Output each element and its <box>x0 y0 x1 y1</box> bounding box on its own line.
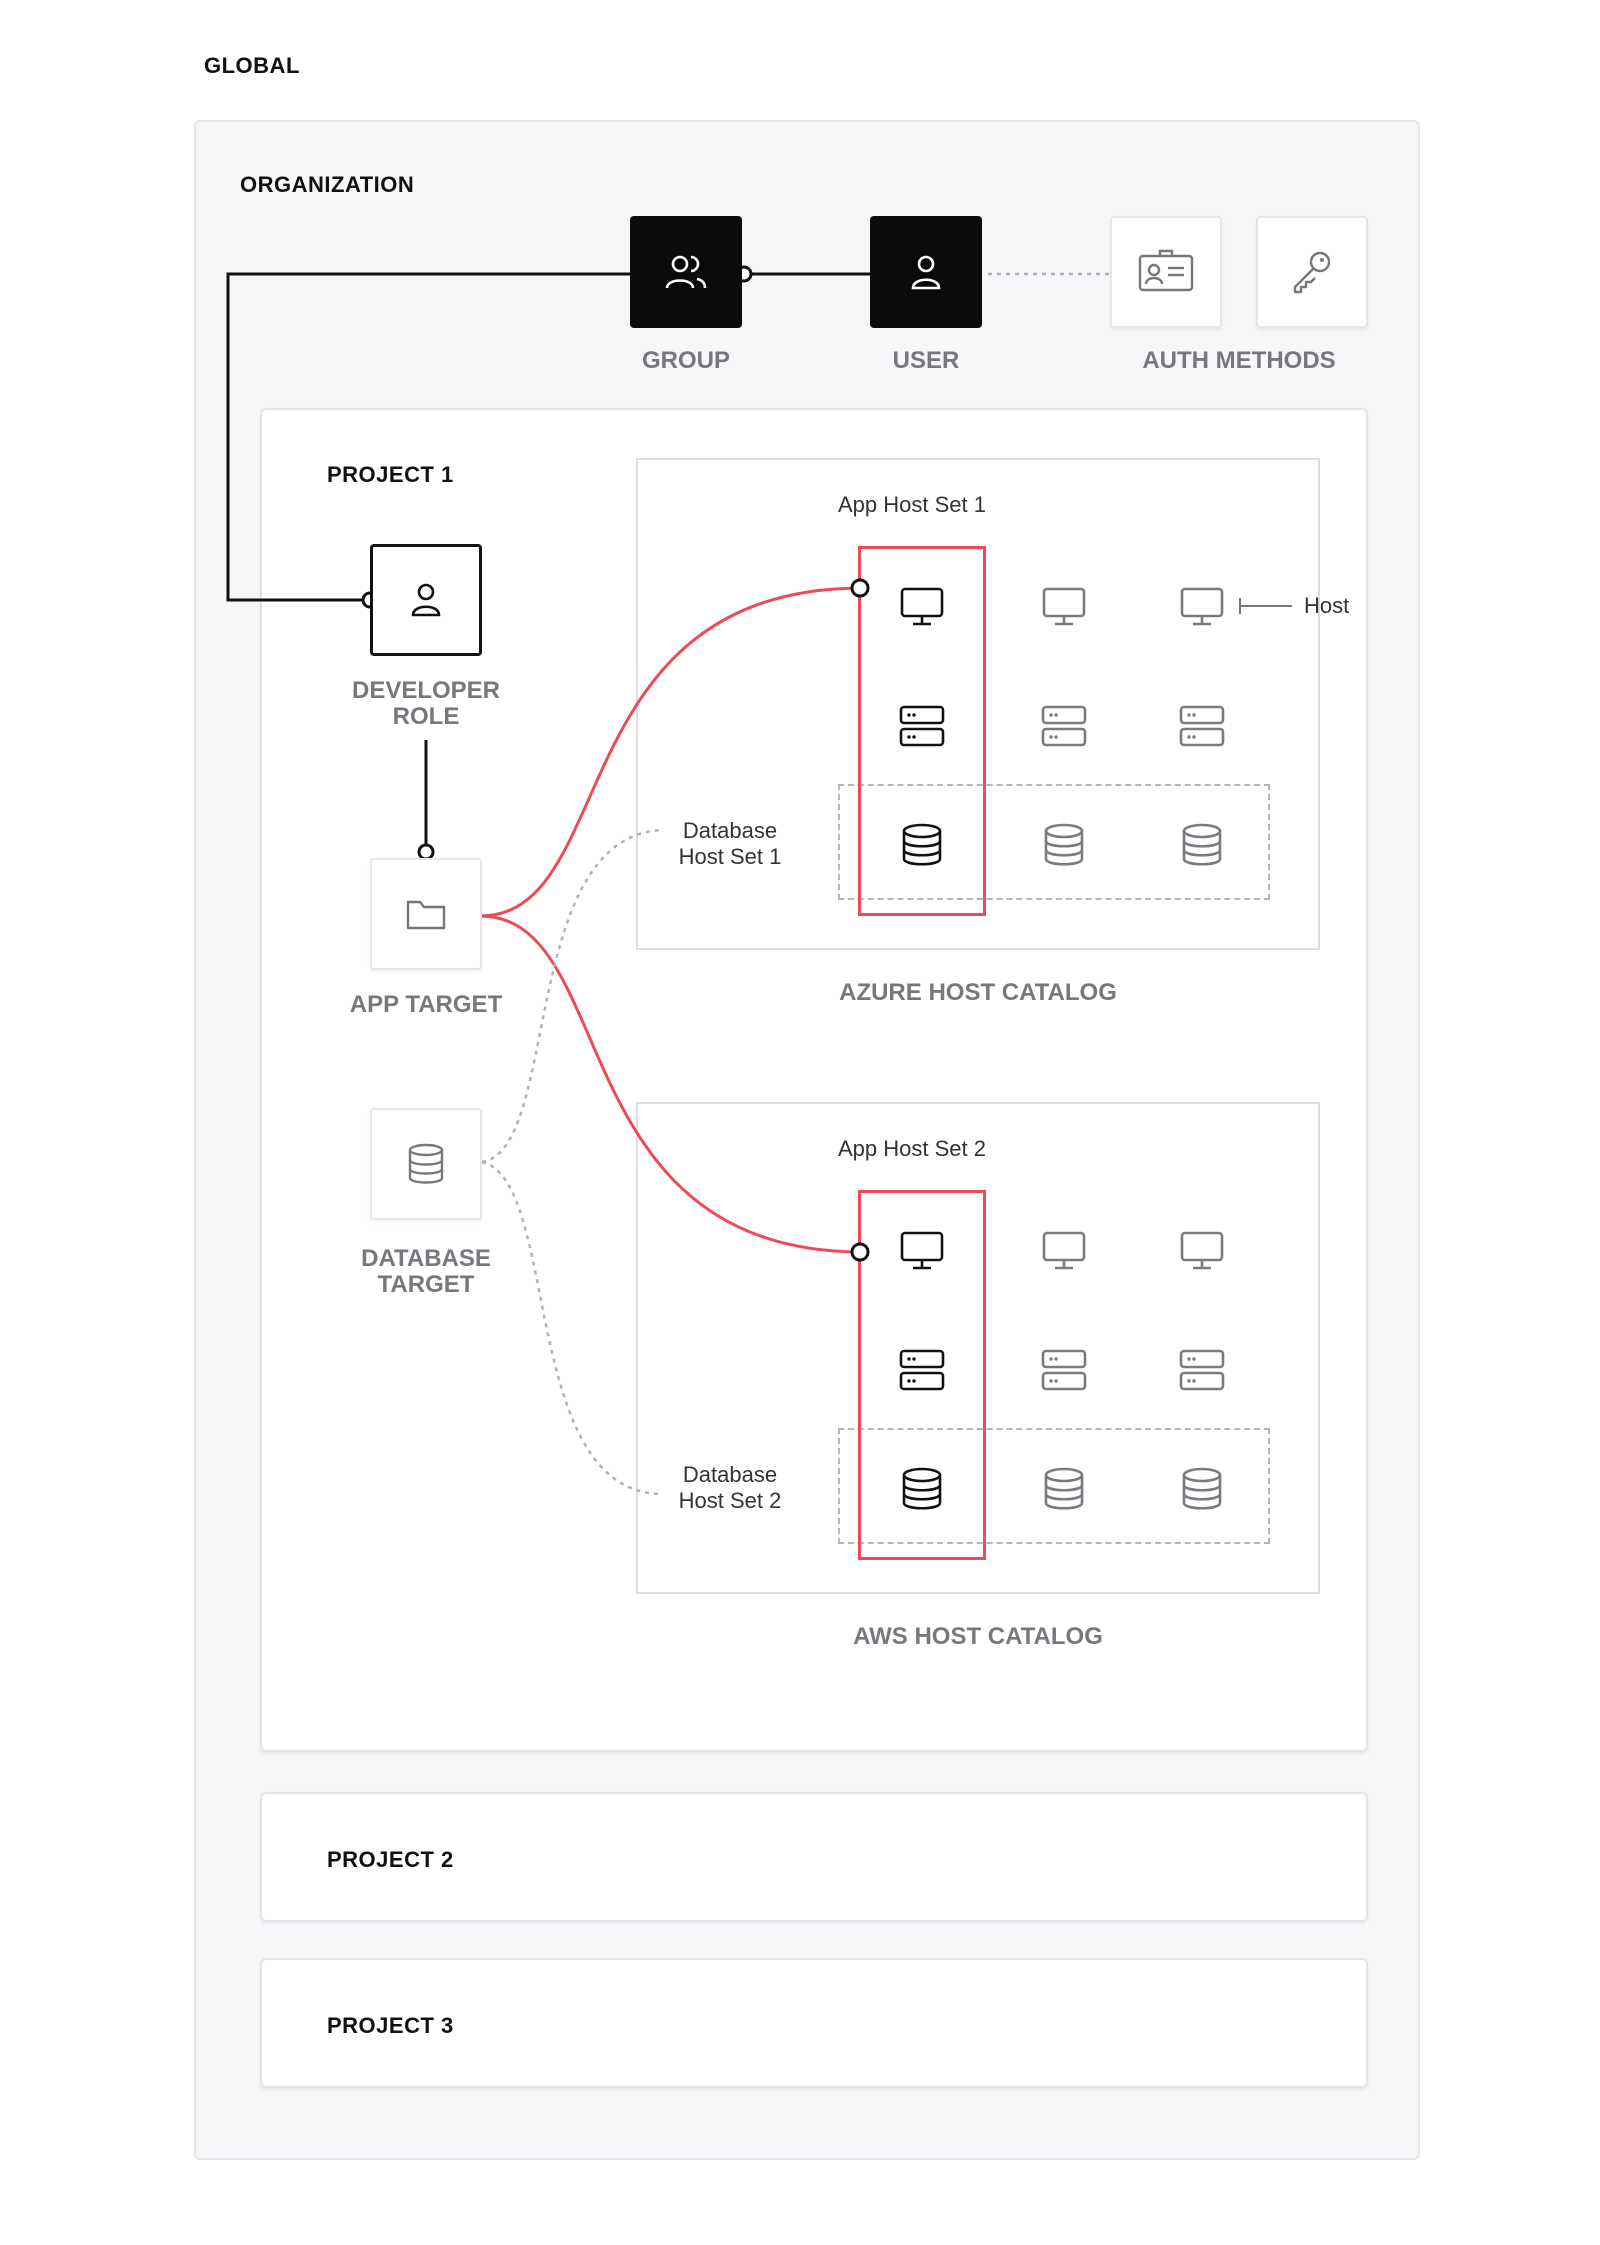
organization-title: ORGANIZATION <box>240 172 415 197</box>
azure-server-host-icon[interactable] <box>1181 707 1223 745</box>
database-target-label-line2: TARGET <box>377 1271 475 1298</box>
azure-host-catalog-label: AZURE HOST CATALOG <box>839 979 1117 1006</box>
global-title: GLOBAL <box>204 53 300 78</box>
aws-server-host-icon[interactable] <box>901 1351 943 1389</box>
database-target-label-line1: DATABASE <box>361 1245 491 1272</box>
azure-monitor-host-icon[interactable] <box>1182 589 1222 624</box>
aws-database-host-icon[interactable] <box>1184 1469 1220 1508</box>
aws-monitor-host-icon[interactable] <box>1182 1233 1222 1268</box>
group-label: GROUP <box>641 347 730 374</box>
azure-monitor-host-icon[interactable] <box>1044 589 1084 624</box>
developer-role-label-line1: DEVELOPER <box>351 677 501 704</box>
project-3-title: PROJECT 3 <box>327 2013 454 2038</box>
aws-server-host-icon[interactable] <box>1181 1351 1223 1389</box>
database-host-set-2-label-line1: Database <box>682 1462 778 1487</box>
app-target-label: APP TARGET <box>349 991 503 1018</box>
host-label: Host <box>1304 593 1350 618</box>
project-1-title: PROJECT 1 <box>327 462 454 487</box>
azure-database-host-icon[interactable] <box>1046 825 1082 864</box>
aws-monitor-host-icon[interactable] <box>1044 1233 1084 1268</box>
app-host-set-1-label: App Host Set 1 <box>838 492 986 517</box>
aws-monitor-host-icon[interactable] <box>902 1233 942 1268</box>
database-host-set-1-label-line1: Database <box>682 818 778 843</box>
azure-monitor-host-icon[interactable] <box>902 589 942 624</box>
aws-database-host-icon[interactable] <box>904 1469 940 1508</box>
azure-database-host-icon[interactable] <box>1184 825 1220 864</box>
azure-server-host-icon[interactable] <box>901 707 943 745</box>
aws-server-host-icon[interactable] <box>1043 1351 1085 1389</box>
azure-server-host-icon[interactable] <box>1043 707 1085 745</box>
database-host-set-2-label-line2: Host Set 2 <box>678 1488 782 1513</box>
aws-host-catalog-label: AWS HOST CATALOG <box>853 1623 1103 1650</box>
app-host-set-2-label: App Host Set 2 <box>838 1136 986 1161</box>
auth-methods-label: AUTH METHODS <box>1142 347 1336 374</box>
aws-database-host-icon[interactable] <box>1046 1469 1082 1508</box>
azure-database-host-icon[interactable] <box>904 825 940 864</box>
user-label: USER <box>892 347 960 374</box>
developer-role-label-line2: ROLE <box>392 703 460 730</box>
database-host-set-1-label-line2: Host Set 1 <box>678 844 782 869</box>
project-2-title: PROJECT 2 <box>327 1847 454 1872</box>
